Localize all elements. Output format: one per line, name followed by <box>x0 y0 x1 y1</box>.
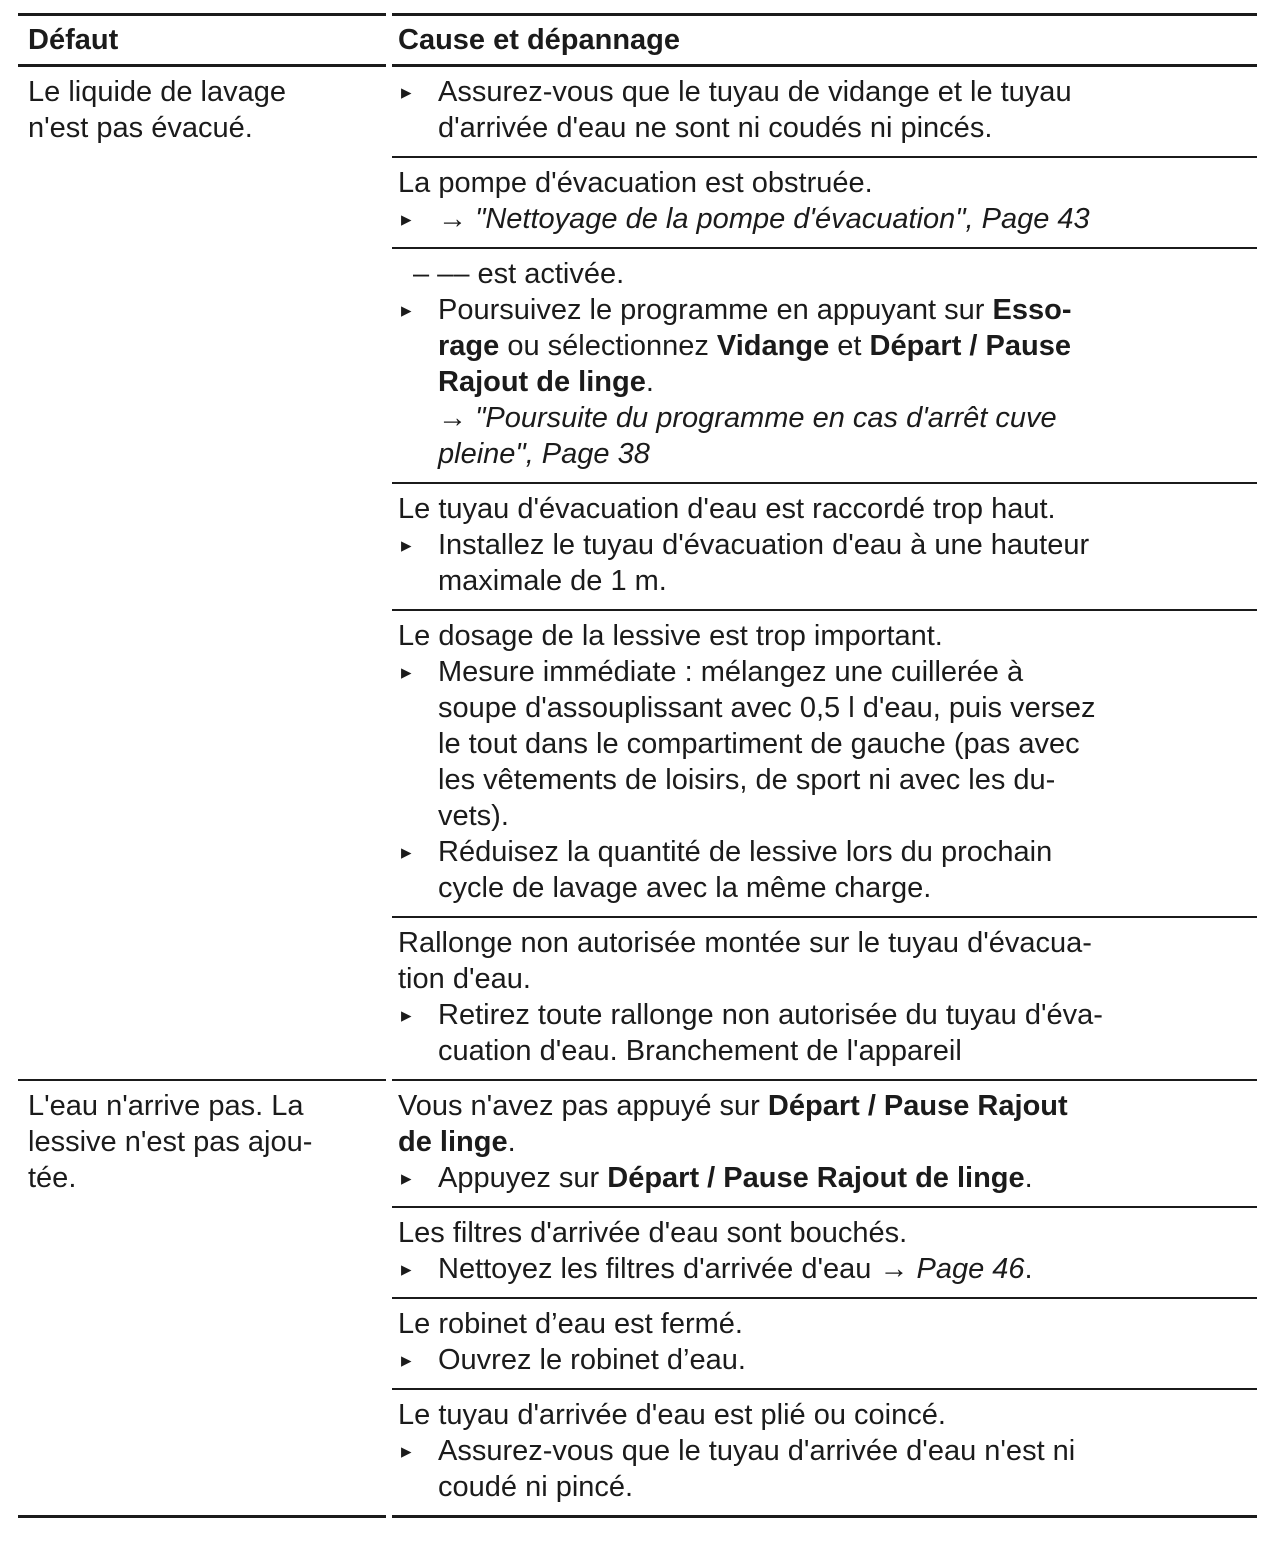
text-segment: Ouvrez le robinet d’eau. <box>438 1344 746 1376</box>
text-line <box>438 1251 1033 1287</box>
text-segment: Le robinet d’eau est fermé. <box>398 1308 743 1340</box>
text-line <box>398 165 1251 201</box>
text-segment: vets). <box>438 800 509 832</box>
text-line <box>398 618 1251 654</box>
text-line <box>438 834 1052 870</box>
bullet-paragraph <box>398 1342 1251 1378</box>
cause-paragraph <box>398 256 1251 292</box>
bullet-paragraph <box>398 834 1251 906</box>
text-line <box>438 726 1096 762</box>
text-segment: Mesure immédiate : mélangez une cuillerée à <box>438 656 1024 688</box>
text-line <box>438 400 1072 436</box>
text-line <box>438 798 1096 834</box>
text-line <box>398 1088 1251 1124</box>
cause-section <box>392 247 1257 482</box>
text-line <box>438 1433 1075 1469</box>
bullet-paragraph <box>398 1433 1251 1505</box>
text-segment: "Poursuite du programme en cas d'arrêt cuve <box>475 402 1057 434</box>
fault-line: Le liquide de lavage <box>28 76 286 108</box>
text-segment: Esso- <box>992 294 1072 326</box>
text-segment: Le tuyau d'évacuation d'eau est raccordé trop haut. <box>398 493 1056 525</box>
bullet-text <box>438 527 1089 599</box>
text-line <box>438 654 1096 690</box>
text-segment: Nettoyez les filtres d'arrivée d'eau → <box>438 1253 917 1285</box>
text-segment: cuation d'eau. Branchement de l'appareil <box>438 1035 962 1067</box>
text-segment: coudé ni pincé. <box>438 1471 634 1503</box>
bullet-text <box>438 654 1096 834</box>
text-segment: Le dosage de la lessive est trop important. <box>398 620 943 652</box>
bullet-paragraph <box>398 527 1251 599</box>
text-line <box>438 74 1072 110</box>
cause-paragraph <box>398 1397 1251 1433</box>
text-line <box>438 690 1096 726</box>
bullet-triangle-icon: ▸ <box>401 298 412 322</box>
text-segment: Retirez toute rallonge non autorisée du tuyau d'éva- <box>438 999 1103 1031</box>
fault-line: L'eau n'arrive pas. La <box>28 1090 304 1122</box>
cause-paragraph <box>398 618 1251 654</box>
fault-line: lessive n'est pas ajou- <box>28 1126 313 1158</box>
text-segment: de linge <box>398 1126 508 1158</box>
bullet-paragraph <box>398 74 1251 146</box>
bullet-paragraph <box>398 201 1251 237</box>
text-line <box>398 1397 1251 1433</box>
text-segment: Installez le tuyau d'évacuation d'eau à une hauteur <box>438 529 1090 561</box>
text-segment: Les filtres d'arrivée d'eau sont bouchés. <box>398 1217 908 1249</box>
text-segment: Rallonge non autorisée montée sur le tuyau d'évacua- <box>398 927 1092 959</box>
text-segment: Appuyez sur <box>438 1162 608 1194</box>
text-line <box>398 1306 1251 1342</box>
text-line <box>438 762 1096 798</box>
fault-line: tée. <box>28 1162 77 1194</box>
bullet-paragraph <box>398 997 1251 1069</box>
text-line <box>438 110 1072 146</box>
bullet-paragraph <box>398 654 1251 834</box>
text-segment: d'arrivée d'eau ne sont ni coudés ni pincés. <box>438 112 993 144</box>
cause-section <box>392 1081 1257 1206</box>
bullet-triangle-icon: ▸ <box>401 1257 412 1281</box>
text-segment: le tout dans le compartiment de gauche (pas avec <box>438 728 1080 760</box>
text-segment: Départ / Pause <box>869 330 1071 362</box>
text-segment: → <box>438 203 476 235</box>
text-line <box>438 436 1072 472</box>
text-line <box>438 1342 746 1378</box>
cause-section <box>392 67 1257 156</box>
text-segment: Vous n'avez pas appuyé sur <box>398 1090 768 1122</box>
cause-cell <box>392 1079 1257 1518</box>
text-segment: . <box>507 1126 516 1158</box>
bullet-paragraph <box>398 1160 1251 1196</box>
text-line <box>438 1033 1103 1069</box>
cause-paragraph <box>398 491 1251 527</box>
bullet-text <box>438 997 1103 1069</box>
cause-cell <box>392 67 1257 1079</box>
text-line <box>438 870 1052 906</box>
table-row <box>18 1079 1257 1518</box>
bullet-text <box>438 1342 746 1378</box>
text-line <box>438 1469 1075 1505</box>
text-segment: soupe d'assouplissant avec 0,5 l d'eau, puis versez <box>438 692 1096 724</box>
bullet-text <box>438 834 1052 906</box>
fault-line: n'est pas évacué. <box>28 112 253 144</box>
bullet-paragraph <box>398 1251 1251 1287</box>
fault-cell <box>18 67 386 1079</box>
cause-paragraph <box>398 165 1251 201</box>
text-segment: cycle de lavage avec la même charge. <box>438 872 932 904</box>
cause-section <box>392 1297 1257 1388</box>
header-cause-label: Cause et dépannage <box>392 13 1257 67</box>
table-header-row <box>18 13 1257 67</box>
text-line <box>438 563 1089 599</box>
troubleshooting-table <box>18 13 1257 1518</box>
text-line <box>438 1160 1033 1196</box>
text-segment: Départ / Pause Rajout <box>767 1090 1068 1122</box>
bullet-triangle-icon: ▸ <box>401 1166 412 1190</box>
cause-section <box>392 609 1257 916</box>
bullet-triangle-icon: ▸ <box>401 1003 412 1027</box>
text-segment: → <box>438 402 476 434</box>
text-segment: et <box>829 330 870 362</box>
text-line <box>398 925 1251 961</box>
text-segment: . <box>1024 1162 1033 1194</box>
cause-paragraph <box>398 1306 1251 1342</box>
text-segment: Réduisez la quantité de lessive lors du prochain <box>438 836 1053 868</box>
cause-paragraph <box>398 1215 1251 1251</box>
text-segment: Assurez-vous que le tuyau d'arrivée d'eau n'est ni <box>438 1435 1076 1467</box>
text-line <box>413 256 1251 292</box>
text-line <box>438 292 1072 328</box>
text-segment: pleine", Page 38 <box>438 438 650 470</box>
bullet-paragraph <box>398 292 1251 472</box>
bullet-triangle-icon: ▸ <box>401 840 412 864</box>
bullet-text <box>438 1433 1075 1505</box>
bullet-text <box>438 1160 1033 1196</box>
cause-section <box>392 916 1257 1079</box>
text-segment: tion d'eau. <box>398 963 531 995</box>
bullet-text <box>438 74 1072 146</box>
cause-section <box>392 1388 1257 1515</box>
text-segment: . <box>1024 1253 1033 1285</box>
cause-section <box>392 1206 1257 1297</box>
text-line <box>438 364 1072 400</box>
text-line <box>438 997 1103 1033</box>
fault-cell <box>18 1079 386 1518</box>
bullet-text <box>438 201 1090 237</box>
text-segment: ou sélectionnez <box>499 330 717 362</box>
bullet-triangle-icon: ▸ <box>401 660 412 684</box>
text-segment: Le tuyau d'arrivée d'eau est plié ou coincé. <box>398 1399 946 1431</box>
bullet-triangle-icon: ▸ <box>401 1348 412 1372</box>
text-line <box>438 201 1090 237</box>
text-segment: Assurez-vous que le tuyau de vidange et le tuyau <box>438 76 1072 108</box>
text-segment: . <box>645 366 654 398</box>
text-segment: Départ / Pause Rajout de linge <box>607 1162 1025 1194</box>
bullet-triangle-icon: ▸ <box>401 1439 412 1463</box>
cause-section <box>392 156 1257 247</box>
text-segment: – –– est activée. <box>413 258 625 290</box>
text-line <box>398 961 1251 997</box>
text-segment: "Nettoyage de la pompe d'évacuation", Page 43 <box>475 203 1090 235</box>
text-line <box>398 1124 1251 1160</box>
text-segment: maximale de 1 m. <box>438 565 667 597</box>
cause-paragraph <box>398 925 1251 997</box>
text-line <box>398 1215 1251 1251</box>
text-segment: Poursuivez le programme en appuyant sur <box>438 294 993 326</box>
bullet-triangle-icon: ▸ <box>401 207 412 231</box>
bullet-text <box>438 1251 1033 1287</box>
text-segment: Page 46 <box>916 1253 1025 1285</box>
header-fault-label: Défaut <box>18 13 386 67</box>
cause-paragraph <box>398 1088 1251 1160</box>
cause-section <box>392 482 1257 609</box>
text-line <box>398 491 1251 527</box>
text-segment: Rajout de linge <box>438 366 646 398</box>
table-row <box>18 67 1257 1079</box>
text-line <box>438 328 1072 364</box>
text-segment: les vêtements de loisirs, de sport ni avec les du- <box>438 764 1056 796</box>
bullet-triangle-icon: ▸ <box>401 80 412 104</box>
text-segment: rage <box>438 330 500 362</box>
text-segment: La pompe d'évacuation est obstruée. <box>398 167 873 199</box>
text-line <box>438 527 1089 563</box>
bullet-triangle-icon: ▸ <box>401 533 412 557</box>
text-segment: Vidange <box>716 330 830 362</box>
bullet-text <box>438 292 1072 472</box>
table-body <box>18 67 1257 1518</box>
